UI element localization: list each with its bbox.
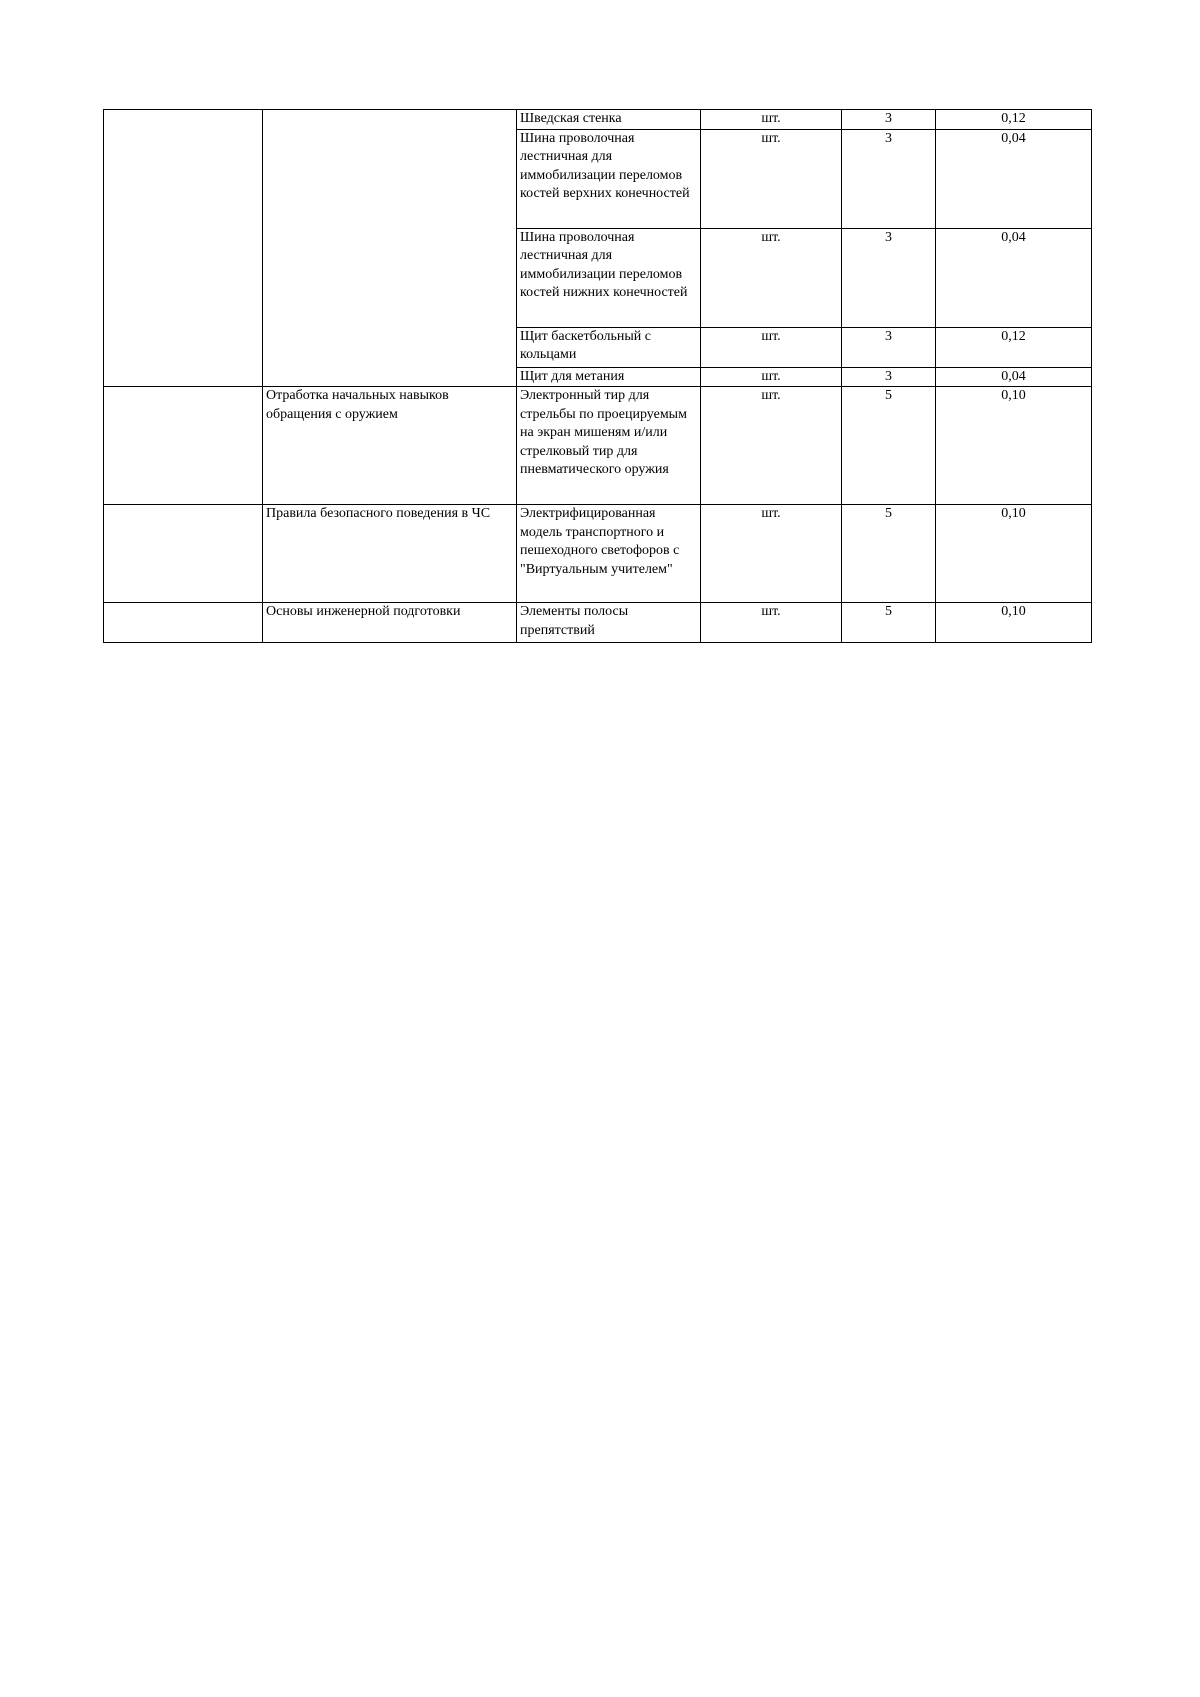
unit-cell: шт. bbox=[701, 110, 842, 130]
item-cell: Щит баскетбольный с кольцами bbox=[517, 327, 701, 367]
table-row bbox=[104, 110, 1092, 130]
section-cell bbox=[104, 387, 263, 505]
item-cell: Элементы полосы препятствий bbox=[517, 603, 701, 643]
norm-cell: 0,10 bbox=[936, 505, 1092, 603]
unit-cell: шт. bbox=[701, 129, 842, 228]
qty-cell: 3 bbox=[842, 228, 936, 327]
norm-cell: 0,12 bbox=[936, 327, 1092, 367]
norm-cell: 0,04 bbox=[936, 367, 1092, 387]
norm-cell: 0,12 bbox=[936, 110, 1092, 130]
norm-cell: 0,04 bbox=[936, 228, 1092, 327]
topic-cell: Основы инженерной подготовки bbox=[263, 603, 517, 643]
unit-cell: шт. bbox=[701, 603, 842, 643]
item-cell: Электрифицированная модель транспортного и пешеходного светофоров с "Виртуальным учителем" bbox=[517, 505, 701, 603]
item-cell: Щит для метания bbox=[517, 367, 701, 387]
topic-cell: Отработка начальных навыков обращения с оружием bbox=[263, 387, 517, 505]
topic-cell: Правила безопасного поведения в ЧС bbox=[263, 505, 517, 603]
table-row bbox=[104, 387, 1092, 505]
qty-cell: 3 bbox=[842, 129, 936, 228]
item-cell: Шина проволочная лестничная для иммобилизации переломов костей нижних конечностей bbox=[517, 228, 701, 327]
qty-cell: 3 bbox=[842, 110, 936, 130]
unit-cell: шт. bbox=[701, 367, 842, 387]
norm-cell: 0,10 bbox=[936, 603, 1092, 643]
section-cell bbox=[104, 603, 263, 643]
qty-cell: 5 bbox=[842, 387, 936, 505]
norm-cell: 0,10 bbox=[936, 387, 1092, 505]
qty-cell: 3 bbox=[842, 367, 936, 387]
item-cell: Электронный тир для стрельбы по проецируемым на экран мишеням и/или стрелковый тир для пневматического оружия bbox=[517, 387, 701, 505]
unit-cell: шт. bbox=[701, 505, 842, 603]
unit-cell: шт. bbox=[701, 228, 842, 327]
topic-cell bbox=[263, 110, 517, 387]
item-cell: Шведская стенка bbox=[517, 110, 701, 130]
section-cell bbox=[104, 505, 263, 603]
item-cell: Шина проволочная лестничная для иммобилизации переломов костей верхних конечностей bbox=[517, 129, 701, 228]
norm-cell: 0,04 bbox=[936, 129, 1092, 228]
table-row bbox=[104, 505, 1092, 603]
qty-cell: 5 bbox=[842, 505, 936, 603]
qty-cell: 3 bbox=[842, 327, 936, 367]
unit-cell: шт. bbox=[701, 327, 842, 367]
table-row bbox=[104, 603, 1092, 643]
unit-cell: шт. bbox=[701, 387, 842, 505]
qty-cell: 5 bbox=[842, 603, 936, 643]
equipment-table bbox=[103, 109, 1092, 643]
section-cell bbox=[104, 110, 263, 387]
